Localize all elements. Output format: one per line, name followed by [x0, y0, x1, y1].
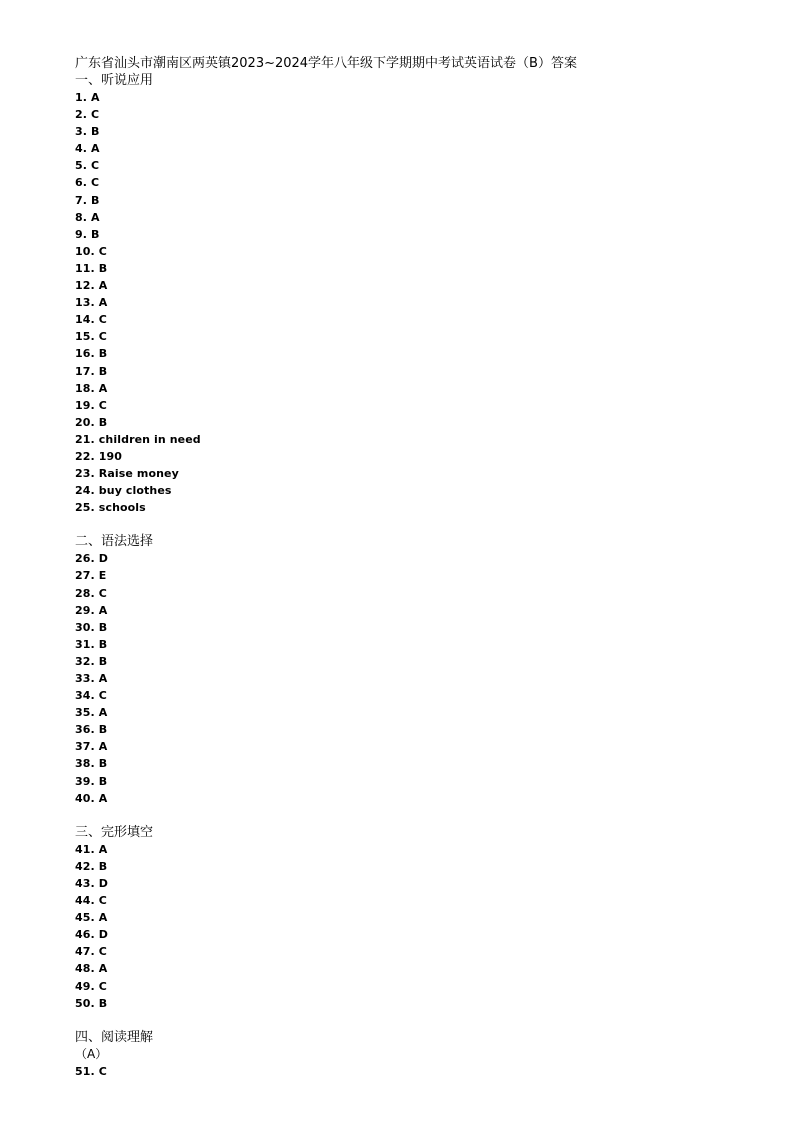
answer-row — [75, 243, 755, 260]
answer-value: A — [98, 603, 108, 617]
answer-value: C — [98, 244, 107, 258]
question-number: 50. — [75, 996, 95, 1010]
answer-value: A — [98, 740, 108, 754]
answer-row — [75, 636, 755, 653]
question-number: 34. — [75, 689, 95, 703]
answer-value: B — [91, 193, 100, 207]
question-number: 4. — [75, 142, 88, 156]
section-heading: 四、阅读理解 — [75, 1029, 154, 1045]
section-subheading: （A） — [75, 1046, 108, 1061]
answer-row — [75, 174, 755, 191]
answer-value: A — [98, 911, 108, 925]
answer-value: C — [98, 979, 107, 993]
answer-value: A — [98, 672, 108, 685]
answer-row — [75, 123, 755, 140]
answer-row — [75, 157, 755, 174]
answer-value: B — [98, 757, 108, 771]
answer-value: A — [91, 210, 100, 224]
answer-row — [75, 926, 755, 943]
answer-value: C — [91, 108, 100, 122]
question-number: 16. — [75, 347, 95, 361]
answer-row — [75, 550, 755, 567]
answer-row — [75, 380, 755, 397]
question-number: 44. — [75, 894, 95, 908]
answer-sheet-page — [75, 55, 755, 1080]
question-number: 8. — [75, 210, 88, 224]
question-number: 3. — [75, 125, 88, 139]
answer-row — [75, 790, 755, 807]
question-number: 40. — [75, 791, 95, 805]
question-number: 26. — [75, 552, 95, 566]
question-number: 27. — [75, 569, 95, 583]
answer-value: B — [98, 723, 108, 737]
answer-row — [75, 1063, 755, 1080]
answer-value: B — [98, 859, 108, 873]
answer-row — [75, 909, 755, 926]
answer-value: B — [91, 125, 100, 139]
answer-value: A — [98, 381, 108, 395]
answer-row — [75, 209, 755, 226]
question-number: 31. — [75, 637, 95, 651]
question-number: 6. — [75, 176, 88, 190]
answer-row — [75, 448, 755, 465]
answer-value: A — [98, 842, 108, 856]
question-number: 20. — [75, 415, 95, 429]
section-spacer — [75, 516, 755, 533]
answer-row — [75, 89, 755, 106]
question-number: 14. — [75, 313, 95, 327]
answer-row — [75, 995, 755, 1012]
answer-value: D — [98, 928, 109, 942]
question-number: 35. — [75, 706, 95, 720]
question-number: 1. — [75, 91, 88, 104]
question-number: 29. — [75, 603, 95, 617]
section-heading: 二、语法选择 — [75, 534, 154, 550]
answer-row — [75, 482, 755, 499]
answer-row — [75, 465, 755, 482]
question-number: 28. — [75, 586, 95, 600]
answer-row — [75, 294, 755, 311]
answer-value: B — [98, 654, 108, 668]
question-number: 48. — [75, 962, 95, 976]
question-number: 11. — [75, 261, 95, 275]
answer-value: A — [98, 962, 108, 976]
question-number: 23. — [75, 467, 95, 481]
answer-value: A — [98, 791, 108, 805]
question-number: 51. — [75, 1064, 95, 1078]
question-number: 22. — [75, 449, 95, 463]
answer-row — [75, 943, 755, 960]
answer-value: A — [91, 142, 100, 156]
question-number: 15. — [75, 330, 95, 344]
answer-row — [75, 345, 755, 362]
answer-row — [75, 328, 755, 345]
question-number: 33. — [75, 672, 95, 685]
answer-row — [75, 311, 755, 328]
section-heading: 一、听说应用 — [75, 73, 154, 88]
question-number: 25. — [75, 501, 95, 515]
answer-value: C — [91, 159, 100, 173]
question-number: 21. — [75, 432, 95, 446]
question-number: 9. — [75, 227, 88, 241]
answer-row — [75, 704, 755, 721]
answer-row — [75, 841, 755, 858]
question-number: 13. — [75, 296, 95, 310]
answer-row — [75, 363, 755, 380]
question-number: 36. — [75, 723, 95, 737]
answer-value: B — [98, 637, 108, 651]
question-number: 19. — [75, 398, 95, 412]
answer-value: E — [98, 569, 107, 583]
answer-row — [75, 875, 755, 892]
question-number: 37. — [75, 740, 95, 754]
question-number: 41. — [75, 842, 95, 856]
question-number: 17. — [75, 364, 95, 378]
question-number: 2. — [75, 108, 88, 122]
answer-value: B — [98, 620, 108, 634]
answer-row — [75, 567, 755, 584]
answer-row — [75, 619, 755, 636]
answer-row — [75, 192, 755, 209]
answer-row — [75, 858, 755, 875]
answer-value: B — [98, 364, 108, 378]
answer-row — [75, 755, 755, 772]
answer-sections — [75, 72, 755, 1080]
answer-row — [75, 106, 755, 123]
answer-row — [75, 738, 755, 755]
document-title: 广东省汕头市潮南区两英镇2023~2024学年八年级下学期期中考试英语试卷（B）答案 — [75, 56, 577, 71]
question-number: 24. — [75, 484, 95, 498]
answer-value: C — [91, 176, 100, 190]
answer-row — [75, 978, 755, 995]
answer-value: A — [98, 279, 108, 293]
section-spacer — [75, 807, 755, 824]
answer-value: C — [98, 689, 107, 703]
answer-row — [75, 277, 755, 294]
question-number: 7. — [75, 193, 88, 207]
answer-value: B — [91, 227, 100, 241]
question-number: 45. — [75, 911, 95, 925]
answer-value: B — [98, 347, 108, 361]
answer-row — [75, 653, 755, 670]
answer-value: B — [98, 774, 108, 788]
answer-value: D — [98, 552, 109, 566]
answer-row — [75, 397, 755, 414]
question-number: 47. — [75, 945, 95, 959]
answer-value: 190 — [98, 449, 123, 463]
section-spacer — [75, 1012, 755, 1029]
answer-row — [75, 773, 755, 790]
answer-value: A — [91, 91, 100, 104]
question-number: 30. — [75, 620, 95, 634]
answer-row — [75, 602, 755, 619]
answer-row — [75, 499, 755, 516]
answer-value: C — [98, 1064, 107, 1078]
answer-value: B — [98, 261, 108, 275]
answer-value: C — [98, 398, 107, 412]
answer-value: C — [98, 586, 107, 600]
section-heading: 三、完形填空 — [75, 824, 154, 840]
answer-row — [75, 414, 755, 431]
answer-row — [75, 140, 755, 157]
question-number: 38. — [75, 757, 95, 771]
answer-value: C — [98, 330, 107, 344]
answer-row — [75, 226, 755, 243]
answer-value: C — [98, 313, 107, 327]
answer-value: D — [98, 876, 109, 890]
answer-row — [75, 585, 755, 602]
answer-value: Raise money — [98, 467, 179, 481]
question-number: 5. — [75, 159, 88, 173]
answer-value: children in need — [98, 432, 201, 446]
question-number: 32. — [75, 654, 95, 668]
answer-row — [75, 260, 755, 277]
question-number: 49. — [75, 979, 95, 993]
answer-row — [75, 670, 755, 687]
question-number: 43. — [75, 876, 95, 890]
answer-value: schools — [98, 501, 146, 515]
question-number: 18. — [75, 381, 95, 395]
answer-row — [75, 687, 755, 704]
answer-value: A — [98, 296, 108, 310]
question-number: 42. — [75, 859, 95, 873]
question-number: 46. — [75, 928, 95, 942]
answer-value: B — [98, 996, 108, 1010]
answer-value: C — [98, 894, 107, 908]
answer-row — [75, 431, 755, 448]
answer-value: C — [98, 945, 107, 959]
answer-value: B — [98, 415, 108, 429]
answer-row — [75, 892, 755, 909]
question-number: 39. — [75, 774, 95, 788]
answer-value: A — [98, 706, 108, 720]
question-number: 12. — [75, 279, 95, 293]
answer-row — [75, 960, 755, 977]
question-number: 10. — [75, 244, 95, 258]
answer-value: buy clothes — [98, 484, 172, 498]
answer-row — [75, 721, 755, 738]
